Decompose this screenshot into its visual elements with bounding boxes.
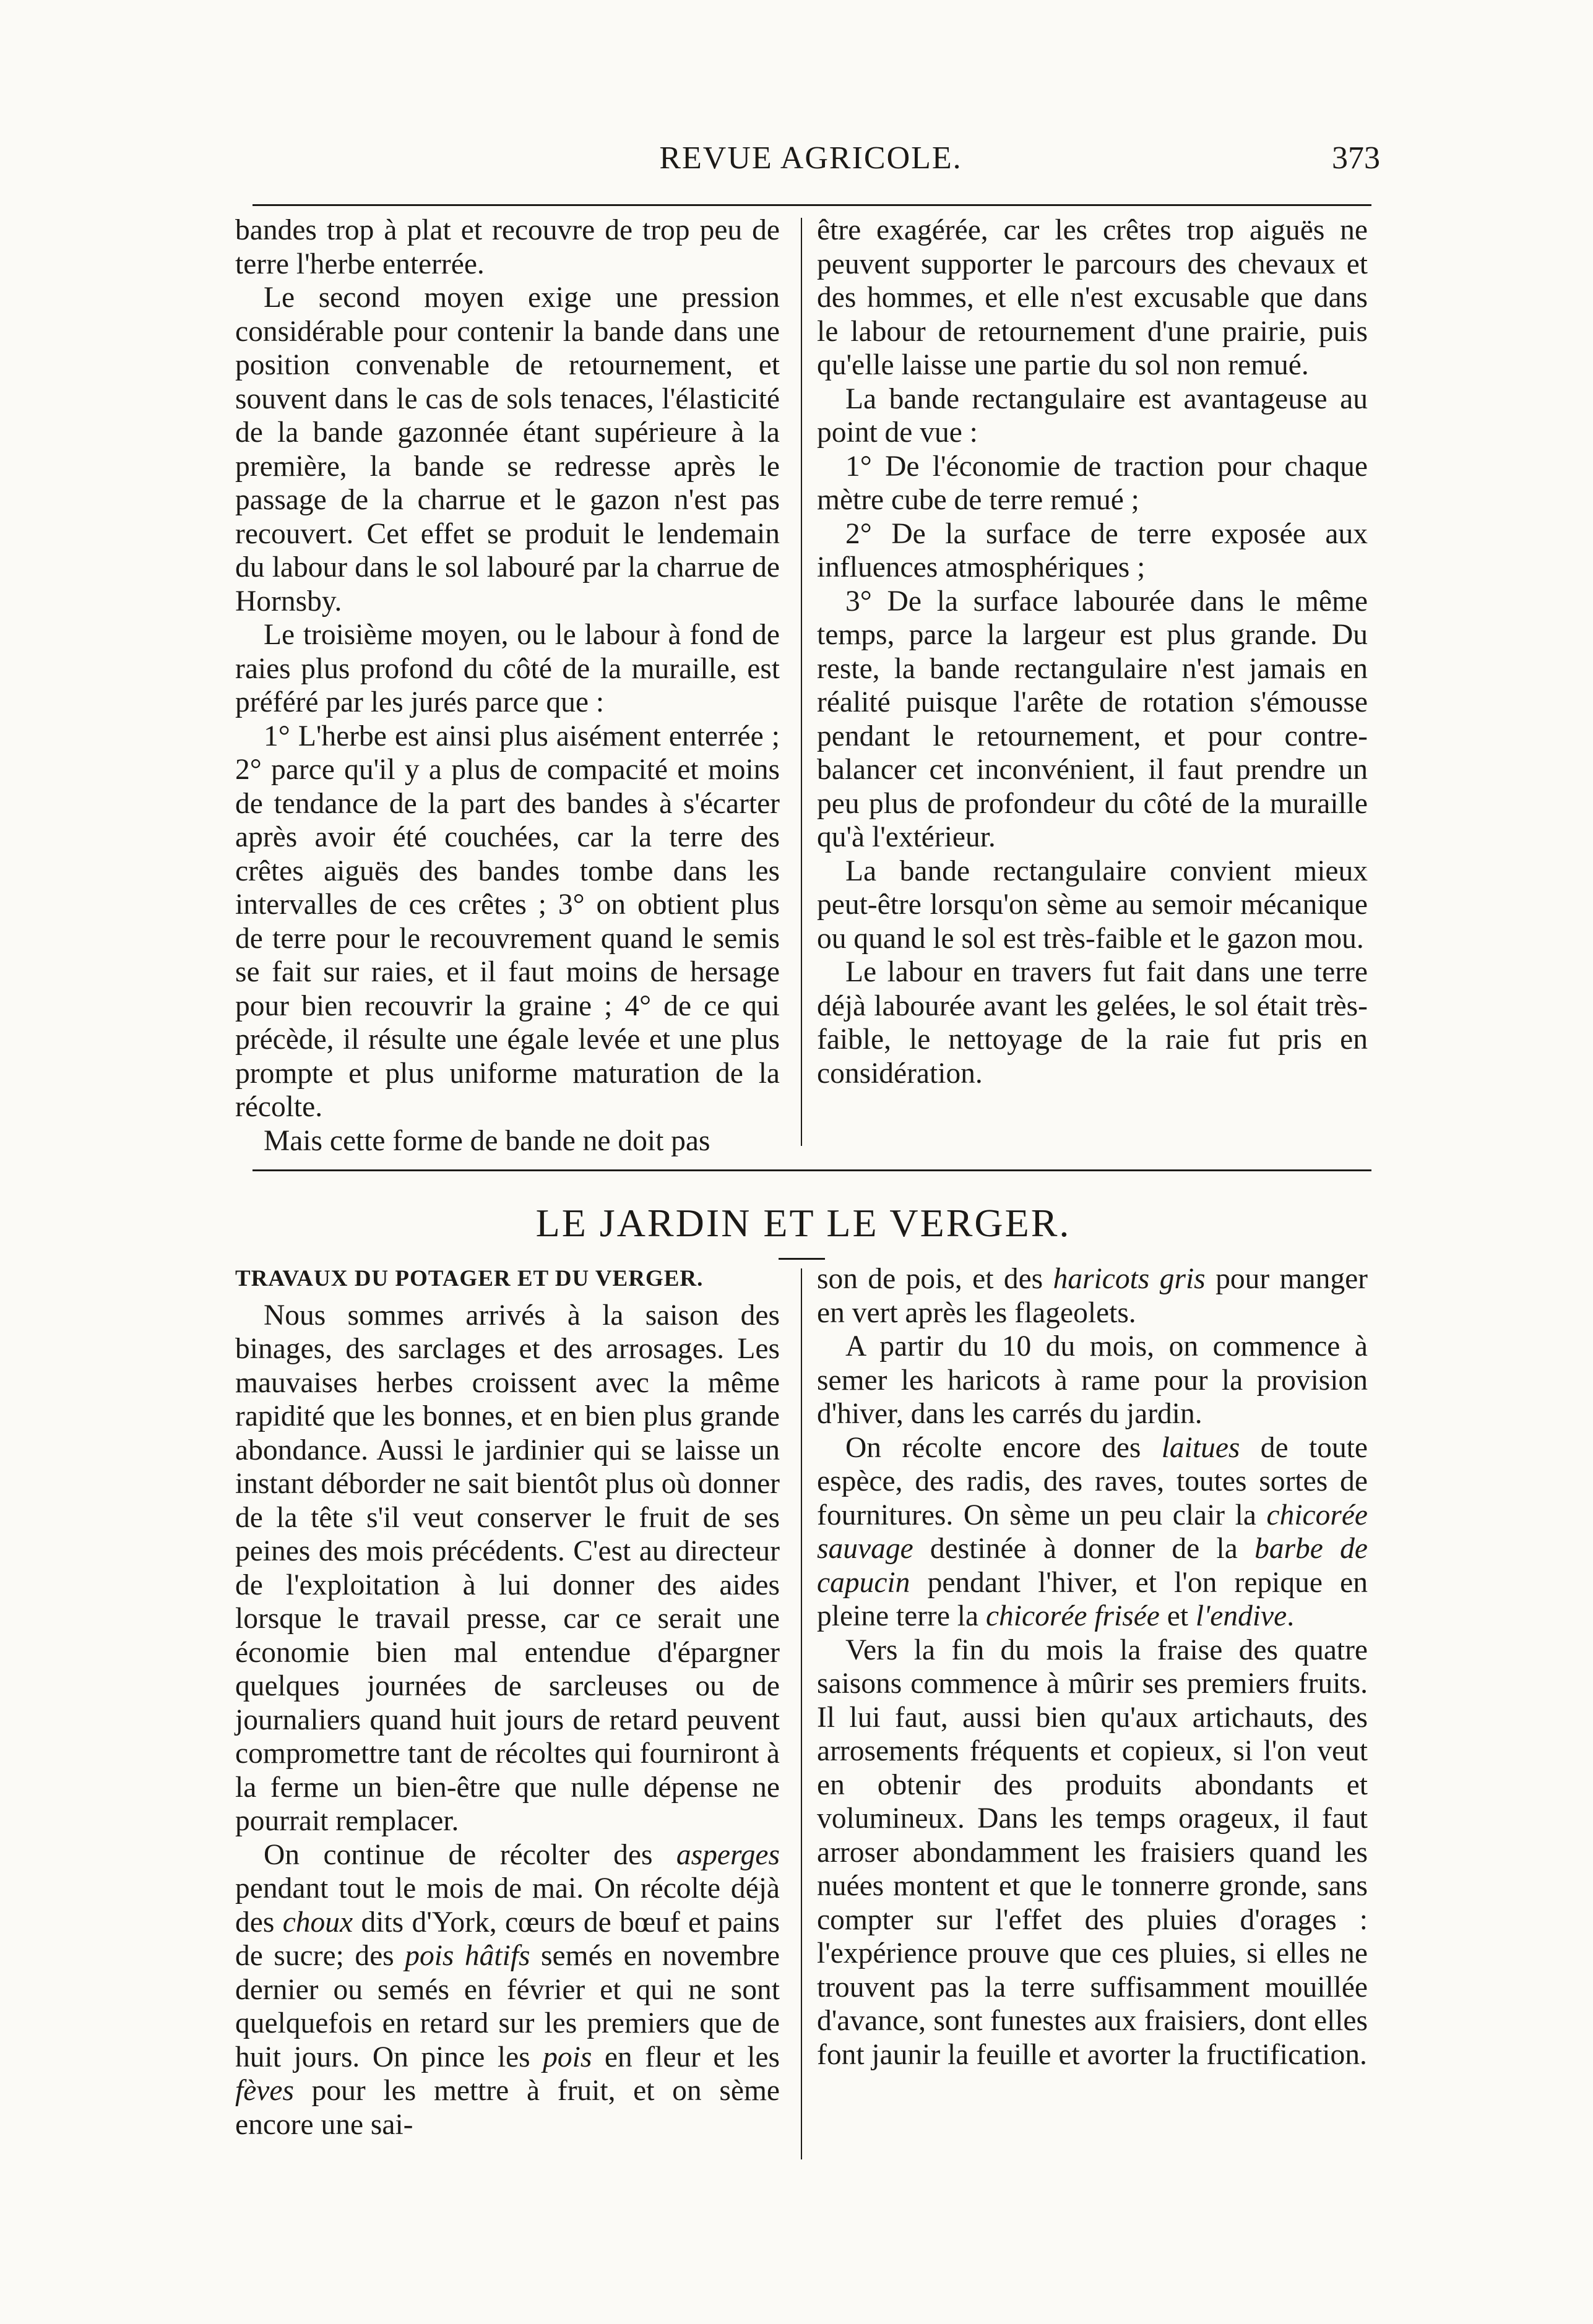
paragraph: Le second moyen exige une pression considérable pour contenir la bande dans une position convenable de retournement, et souvent dans le cas de sols tenaces, l'élasticité de la bande gazonnée étant supérieure à la première, la bande se redresse après le passage de la charrue et le gazon n'est pas recouvert. Cet effet se produit le lendemain du labour dans le sol labouré par la charrue de Hornsby.	[235, 282, 780, 618]
section-title: LE JARDIN ET LE VERGER.	[535, 1201, 1071, 1245]
text-run: semés en novembre dernier ou semés en février et qui ne sont quelquefois en retard sur les premiers que de huit jours. On pince les	[235, 1940, 780, 2073]
paragraph: 1° De l'économie de traction pour chaque mètre cube de terre remué ;	[817, 450, 1368, 516]
paragraph: être exagérée, car les crêtes trop aiguës ne peuvent supporter le parcours des chevaux et des hommes, et elle n'est excusable que dans le labour de retournement d'une prairie, puis qu'elle laisse une partie du sol non remué.	[817, 214, 1368, 381]
text-run: pendant l'hiver, et l'on repique en pleine terre la	[817, 1566, 1368, 1632]
text-run: On continue de récolter des	[264, 1838, 676, 1871]
running-header-title: REVUE AGRICOLE.	[659, 140, 962, 176]
text-run: pour manger en vert après les flageolets.	[817, 1263, 1368, 1329]
text-run: son de pois, et des	[817, 1263, 1053, 1295]
text-run: On récolte encore des	[845, 1431, 1162, 1464]
italic-term: asperges	[676, 1838, 780, 1871]
text-run: destinée à donner de la	[913, 1533, 1255, 1565]
paragraph: A partir du 10 du mois, on commence à semer les haricots à rame pour la provision d'hiver, dans les carrés du jardin.	[817, 1330, 1368, 1430]
text-run: dits d'York, cœurs de bœuf et pains de sucre; des	[235, 1906, 780, 1972]
top-right-column	[817, 213, 1368, 1090]
paragraph	[817, 1262, 1368, 1330]
italic-term: l'endive	[1195, 1600, 1287, 1632]
paragraph	[235, 1838, 780, 2142]
section-rule	[253, 1169, 1371, 1171]
italic-term: haricots gris	[1053, 1263, 1206, 1295]
column-divider	[801, 218, 802, 1146]
italic-term: choux	[282, 1906, 353, 1939]
paragraph	[817, 1431, 1368, 1633]
text-run: de toute espèce, des radis, des raves, toutes sortes de fournitures. On sème un peu clair la	[817, 1431, 1368, 1531]
header-rule	[253, 204, 1371, 206]
italic-term: chicorée frisée	[985, 1600, 1160, 1632]
text-run: pendant tout le mois de mai. On récolte déjà des	[235, 1872, 780, 1939]
paragraph: bandes trop à plat et recouvre de trop peu de terre l'herbe enterrée.	[235, 214, 780, 280]
paragraph: Vers la fin du mois la fraise des quatre saisons commence à mûrir ses premiers fruits. Il lui faut, aussi bien qu'aux artichauts, des arrosements fréquents et copieux, si l'on veut en obtenir des produits abondants et volumineux. Dans les temps orageux, il faut arroser abondamment les fraisiers quand les nuées montent et que le tonnerre gronde, sans compter sur l'effet des pluies d'orages : l'expérience prouve que ces pluies, si elles ne trouvent pas la terre suffisamment mouillée d'avance, sont funestes aux fraisiers, dont elles font jaunir la feuille et avorter la fructification.	[817, 1633, 1368, 2071]
italic-term: pois	[543, 2041, 592, 2073]
page-number: 373	[1332, 140, 1380, 176]
text-run: .	[1287, 1600, 1295, 1632]
paragraph: 2° De la surface de terre exposée aux influences atmosphériques ;	[817, 517, 1368, 583]
paragraph: Nous sommes arrivés à la saison des binages, des sarclages et des arrosages. Les mauvaises herbes croissent avec la même rapidité que les bonnes, et en bien plus grande abondance. Aussi le jardinier qui se laisse un instant déborder ne sait bientôt plus où donner de la tête s'il veut conserver le fruit de ses peines des mois précédents. C'est au directeur de l'exploitation à lui donner des aides lorsque le travail presse, car ce serait une économie bien mal entendue d'épargner quelques journées de sarcleuses ou de journaliers quand huit jours de retard peuvent compromettre tant de récoltes qui fourniront à la ferme un bien-être que nulle dépense ne pourrait remplacer.	[235, 1299, 780, 1837]
italic-term: pois hâtifs	[405, 1940, 530, 1972]
paragraph: Le troisième moyen, ou le labour à fond de raies plus profond du côté de la muraille, est préféré par les jurés parce que :	[235, 619, 780, 718]
italic-term: fèves	[235, 2075, 294, 2107]
section-title-underline	[779, 1258, 825, 1260]
text-run: en fleur et les	[592, 2041, 780, 2073]
text-run: pour les mettre à fruit, et on sème encore une sai-	[235, 2075, 780, 2141]
italic-term: barbe de capucin	[817, 1533, 1368, 1599]
column-divider	[801, 1268, 802, 2159]
paragraph: La bande rectangulaire convient mieux peut-être lorsqu'on sème au semoir mécanique ou quand le sol est très-faible et le gazon mou.	[817, 854, 1368, 955]
paragraph: 1° L'herbe est ainsi plus aisément enterrée ; 2° parce qu'il y a plus de compacité et moins de tendance de la part des bandes à s'écarter après avoir été couchées, car la terre des crêtes aiguës des bandes tombe dans les intervalles de ces crêtes ; 3° on obtient plus de terre pour le recouvrement quand le semis se fait sur raies, et il faut moins de hersage pour bien recouvrir la graine ; 4° de ce qui précède, il résulte une égale levée et une plus prompte et plus uniforme maturation de la récolte.	[235, 720, 780, 1123]
paragraph: Mais cette forme de bande ne doit pas	[264, 1124, 710, 1157]
paragraph: La bande rectangulaire est avantageuse au point de vue :	[817, 382, 1368, 449]
section-subtitle: TRAVAUX DU POTAGER ET DU VERGER.	[235, 1266, 704, 1291]
paragraph: 3° De la surface labourée dans le même temps, parce la largeur est plus grande. Du reste, la bande rectangulaire n'est jamais en réalité puisque l'arête de rotation s'émousse pendant le retournement, et pour contre-balancer cet inconvénient, il faut prendre un peu plus de profondeur du côté de la muraille qu'à l'extérieur.	[817, 585, 1368, 853]
italic-term: chicorée sauvage	[817, 1499, 1368, 1565]
bottom-left-column	[235, 1262, 780, 2141]
top-left-column	[235, 213, 780, 1158]
text-run: et	[1159, 1600, 1196, 1632]
bottom-right-column	[817, 1262, 1368, 2072]
italic-term: laitues	[1161, 1431, 1240, 1464]
paragraph: Le labour en travers fut fait dans une terre déjà labourée avant les gelées, le sol était très-faible, le nettoyage de la raie fut pris en considération.	[817, 956, 1368, 1090]
